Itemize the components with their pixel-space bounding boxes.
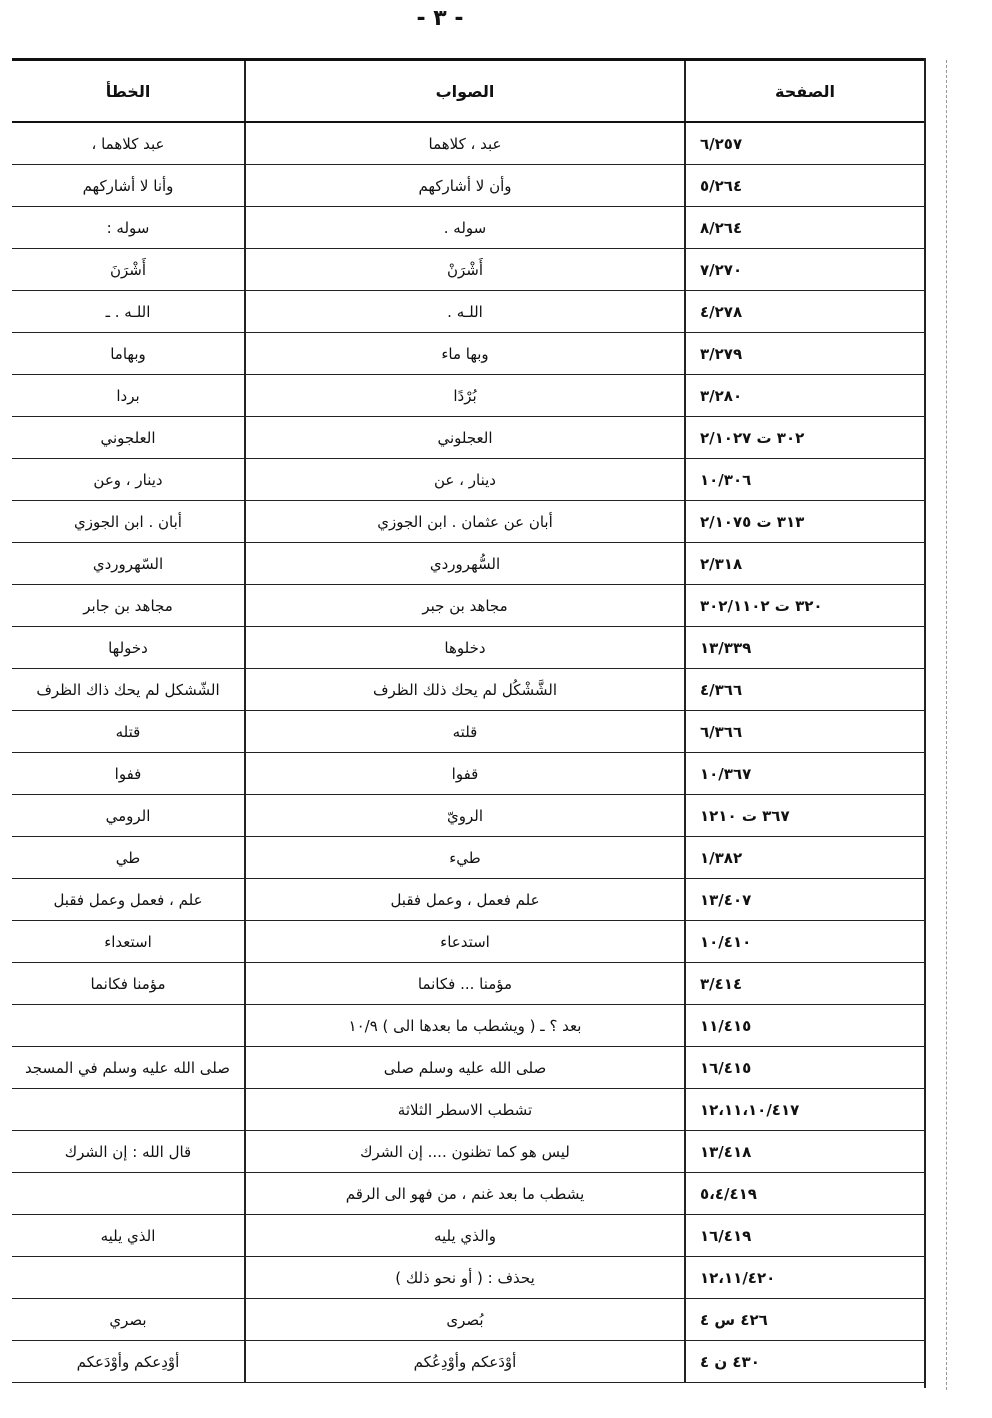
cell-wrong: الشّشكل لم يحك ذاك الظرف: [12, 669, 245, 711]
cell-page: ١٣/٤٠٧: [685, 879, 924, 921]
table-row: [12, 459, 924, 501]
table-row: [12, 753, 924, 795]
cell-page: ٣/٢٧٩: [685, 333, 924, 375]
cell-wrong: العلجوني: [12, 417, 245, 459]
cell-correct: اللـه .: [245, 291, 685, 333]
cell-correct: سوله .: [245, 207, 685, 249]
cell-correct: وبها ماء: [245, 333, 685, 375]
cell-page: ٢/٣١٨: [685, 543, 924, 585]
cell-wrong: أبان . ابن الجوزي: [12, 501, 245, 543]
table-right-border: [924, 58, 926, 1388]
header-row: [12, 60, 924, 123]
cell-wrong: عبد كلاهما ،: [12, 122, 245, 165]
table-row: [12, 1299, 924, 1341]
cell-wrong: [12, 1257, 245, 1299]
table-row: [12, 501, 924, 543]
table-row: [12, 1005, 924, 1047]
table-row: [12, 921, 924, 963]
cell-wrong: صلى الله عليه وسلم في المسجد: [12, 1047, 245, 1089]
cell-wrong: [12, 1089, 245, 1131]
table-row: [12, 627, 924, 669]
cell-correct: الشَّشْكُل لم يحك ذلك الظرف: [245, 669, 685, 711]
cell-page: ٣١٣ ت ٢/١٠٧٥: [685, 501, 924, 543]
cell-page: ١٠/٤١٠: [685, 921, 924, 963]
cell-page: ١٣/٣٣٩: [685, 627, 924, 669]
cell-page: ١٦/٤١٥: [685, 1047, 924, 1089]
cell-wrong: السّهروردي: [12, 543, 245, 585]
cell-page: ٨/٢٦٤: [685, 207, 924, 249]
cell-correct: يشطب ما بعد غنم ، من فهو الى الرقم: [245, 1173, 685, 1215]
cell-page: ٤٣٠ ن ٤: [685, 1341, 924, 1383]
cell-wrong: مجاهد بن جابر: [12, 585, 245, 627]
cell-correct: بُصرى: [245, 1299, 685, 1341]
table-row: [12, 963, 924, 1005]
header-page: الصفحة: [685, 60, 924, 123]
cell-page: ١٠/٣٠٦: [685, 459, 924, 501]
table-row: [12, 1173, 924, 1215]
cell-page: ٦/٢٥٧: [685, 122, 924, 165]
table-row: [12, 837, 924, 879]
cell-page: ٤/٣٦٦: [685, 669, 924, 711]
cell-wrong: بردا: [12, 375, 245, 417]
table-row: [12, 1341, 924, 1383]
errata-table: [12, 58, 924, 1383]
table-row: [12, 417, 924, 459]
cell-page: ٣٦٧ ت ١٢١٠: [685, 795, 924, 837]
cell-page: ٥،٤/٤١٩: [685, 1173, 924, 1215]
cell-page: ٣/٢٨٠: [685, 375, 924, 417]
cell-wrong: ففوا: [12, 753, 245, 795]
cell-page: ٣٢٠ ت ٣٠٢/١١٠٢: [685, 585, 924, 627]
cell-wrong: قال الله : إن الشرك: [12, 1131, 245, 1173]
cell-page: ١١/٤١٥: [685, 1005, 924, 1047]
scan-margin-strip: [946, 60, 977, 1390]
cell-correct: مجاهد بن جبر: [245, 585, 685, 627]
cell-wrong: قتله: [12, 711, 245, 753]
table-row: [12, 333, 924, 375]
cell-correct: أوْدَعكم وأوْدِعُكم: [245, 1341, 685, 1383]
cell-correct: أَشْرَنْ: [245, 249, 685, 291]
cell-page: ٥/٢٦٤: [685, 165, 924, 207]
table-row: [12, 1047, 924, 1089]
cell-correct: استدعاء: [245, 921, 685, 963]
cell-page: ٦/٣٦٦: [685, 711, 924, 753]
table-row: [12, 291, 924, 333]
cell-wrong: دخولها: [12, 627, 245, 669]
cell-wrong: أَشْرَنَ: [12, 249, 245, 291]
cell-correct: العجلوني: [245, 417, 685, 459]
header-wrong: الخطأ: [12, 60, 245, 123]
cell-correct: قلته: [245, 711, 685, 753]
cell-correct: الرويّ: [245, 795, 685, 837]
page-number: - ٣ -: [416, 6, 464, 31]
table-row: [12, 711, 924, 753]
table-row: [12, 669, 924, 711]
cell-page: ١٣/٤١٨: [685, 1131, 924, 1173]
cell-correct: قفوا: [245, 753, 685, 795]
cell-wrong: وأنا لا أشاركهم: [12, 165, 245, 207]
table-row: [12, 165, 924, 207]
cell-correct: يحذف : ( أو نحو ذلك ): [245, 1257, 685, 1299]
cell-page: ٤٢٦ س ٤: [685, 1299, 924, 1341]
cell-correct: ليس هو كما تظنون .... إن الشرك: [245, 1131, 685, 1173]
cell-correct: علم فعمل ، وعمل فقبل: [245, 879, 685, 921]
cell-wrong: علم ، فعمل وعمل فقبل: [12, 879, 245, 921]
cell-correct: بعد ؟ ـ ( ويشطب ما بعدها الى ) ١٠/٩: [245, 1005, 685, 1047]
cell-correct: صلى الله عليه وسلم صلى: [245, 1047, 685, 1089]
cell-correct: وأن لا أشاركهم: [245, 165, 685, 207]
cell-page: ١٦/٤١٩: [685, 1215, 924, 1257]
table-row: [12, 1089, 924, 1131]
table-row: [12, 249, 924, 291]
table-row: [12, 795, 924, 837]
cell-correct: أبان عن عثمان . ابن الجوزي: [245, 501, 685, 543]
cell-correct: دينار ، عن: [245, 459, 685, 501]
cell-wrong: الرومي: [12, 795, 245, 837]
cell-correct: طيء: [245, 837, 685, 879]
table-row: [12, 1215, 924, 1257]
cell-wrong: وبهاما: [12, 333, 245, 375]
table-row: [12, 543, 924, 585]
cell-wrong: بصري: [12, 1299, 245, 1341]
table-row: [12, 1257, 924, 1299]
header-correct: الصواب: [245, 60, 685, 123]
cell-wrong: [12, 1005, 245, 1047]
cell-page: ١٢،١١،١٠/٤١٧: [685, 1089, 924, 1131]
table-row: [12, 122, 924, 165]
table-row: [12, 879, 924, 921]
cell-wrong: اللـه . ـ: [12, 291, 245, 333]
cell-correct: دخلوها: [245, 627, 685, 669]
cell-page: ١٠/٣٦٧: [685, 753, 924, 795]
cell-wrong: سوله :: [12, 207, 245, 249]
table-row: [12, 207, 924, 249]
cell-page: ١/٣٨٢: [685, 837, 924, 879]
cell-page: ٧/٢٧٠: [685, 249, 924, 291]
cell-correct: السُّهروردي: [245, 543, 685, 585]
cell-correct: عبد ، كلاهما: [245, 122, 685, 165]
cell-wrong: أوْدِعكم وأوْدَعكم: [12, 1341, 245, 1383]
cell-wrong: طي: [12, 837, 245, 879]
cell-page: ١٢،١١/٤٢٠: [685, 1257, 924, 1299]
cell-correct: مؤمنا ... فكانما: [245, 963, 685, 1005]
cell-correct: تشطب الاسطر الثلاثة: [245, 1089, 685, 1131]
table-row: [12, 375, 924, 417]
cell-wrong: الذي يليه: [12, 1215, 245, 1257]
cell-wrong: مؤمنا فكانما: [12, 963, 245, 1005]
table-row: [12, 1131, 924, 1173]
cell-correct: بُرْدًا: [245, 375, 685, 417]
cell-page: ٣٠٢ ت ٢/١٠٢٧: [685, 417, 924, 459]
cell-wrong: استعداء: [12, 921, 245, 963]
cell-page: ٣/٤١٤: [685, 963, 924, 1005]
table-row: [12, 585, 924, 627]
cell-page: ٤/٢٧٨: [685, 291, 924, 333]
cell-wrong: [12, 1173, 245, 1215]
cell-correct: والذي يليه: [245, 1215, 685, 1257]
cell-wrong: دينار ، وعن: [12, 459, 245, 501]
